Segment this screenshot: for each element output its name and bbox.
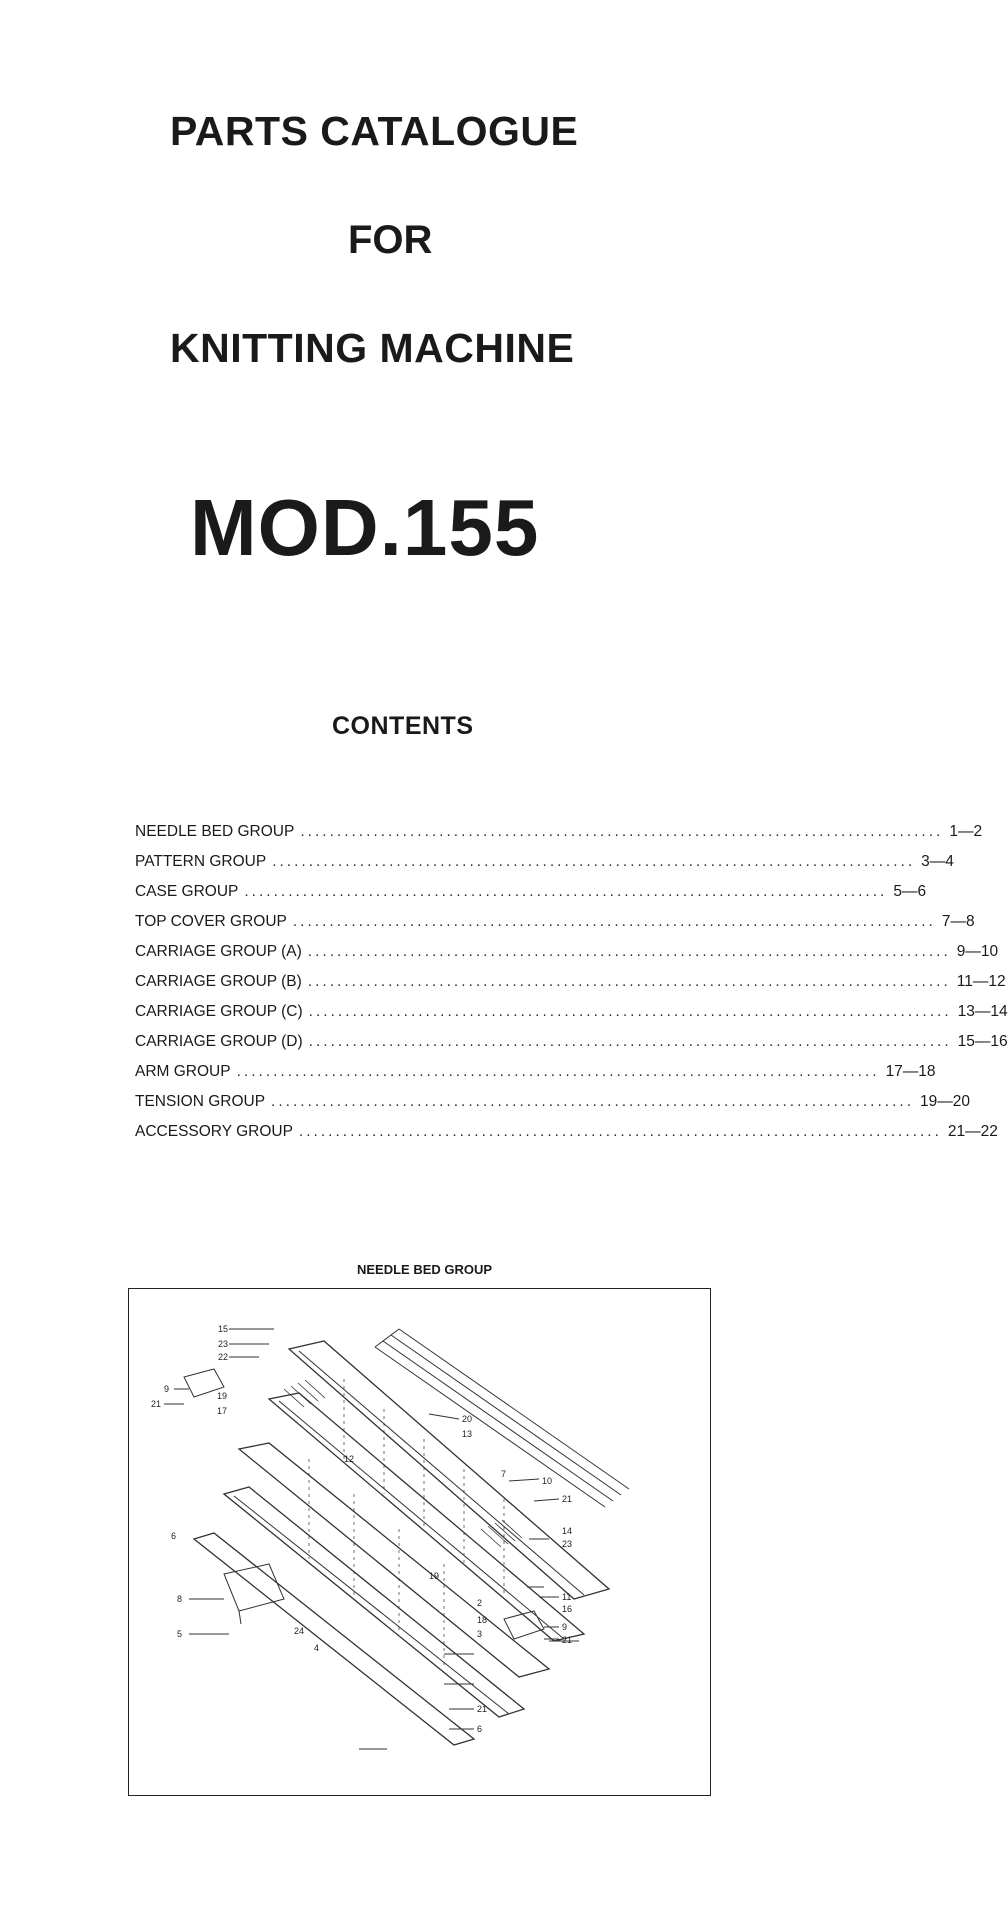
toc-item-pages: 3—4	[921, 853, 954, 870]
toc-leader: ........................................................................................	[244, 883, 888, 900]
toc-leader: ........................................................................................	[307, 973, 951, 990]
toc-leader: ........................................................................................	[307, 943, 951, 960]
callout-label: 4	[314, 1643, 320, 1653]
diagram-title: NEEDLE BED GROUP	[357, 1262, 493, 1277]
callout-label: 10	[542, 1476, 553, 1486]
toc-leader: ........................................................................................	[292, 913, 936, 930]
exploded-parts-diagram	[128, 1288, 711, 1796]
callout-label: 21	[151, 1399, 162, 1409]
contents-list	[135, 823, 1008, 1153]
callout-label: 21	[477, 1704, 488, 1714]
callout-label: 2	[477, 1598, 483, 1608]
toc-item-pages: 21—22	[947, 1123, 998, 1140]
toc-item	[135, 1063, 936, 1093]
toc-item	[135, 853, 954, 883]
callout-label: 19	[429, 1571, 440, 1581]
callout-label: 21	[562, 1635, 573, 1645]
callout-label: 24	[294, 1626, 305, 1636]
toc-item-name: CARRIAGE GROUP (B)	[135, 973, 302, 990]
callout-label: 11	[562, 1592, 572, 1602]
toc-item-name: CARRIAGE GROUP (D)	[135, 1033, 303, 1050]
toc-item	[135, 913, 975, 943]
callout-label: 6	[477, 1724, 483, 1734]
callout-label: 16	[562, 1604, 573, 1614]
toc-item-pages: 7—8	[941, 913, 975, 930]
toc-leader: ........................................................................................	[236, 1063, 880, 1080]
title-line-1: PARTS CATALOGUE	[170, 108, 579, 154]
toc-item-pages: 19—20	[920, 1093, 970, 1110]
toc-item	[135, 1003, 1008, 1033]
callout-label: 20	[462, 1414, 473, 1424]
callout-label: 23	[218, 1339, 229, 1349]
toc-item-name: NEEDLE BED GROUP	[135, 823, 295, 840]
callout-label: 23	[562, 1539, 573, 1549]
callout-label: 14	[562, 1526, 573, 1536]
callout-label: 15	[218, 1324, 229, 1334]
toc-item-name: ACCESSORY GROUP	[135, 1123, 293, 1140]
toc-item-pages: 17—18	[885, 1063, 936, 1080]
toc-leader: ........................................................................................	[298, 1123, 942, 1140]
model-number: MOD.155	[190, 483, 540, 572]
toc-leader: ........................................................................................	[272, 853, 916, 870]
toc-leader: ........................................................................................	[300, 823, 944, 840]
callout-label: 7	[501, 1469, 507, 1479]
toc-leader: ........................................................................................	[308, 1033, 952, 1050]
toc-item	[135, 1123, 998, 1153]
toc-item-pages: 13—14	[957, 1003, 1008, 1020]
callout-label: 19	[217, 1391, 228, 1401]
callout-label: 13	[462, 1429, 473, 1439]
toc-item-pages: 15—16	[957, 1033, 1008, 1050]
toc-item-pages: 5—6	[893, 883, 927, 900]
callout-label: 21	[562, 1494, 573, 1504]
toc-item	[135, 883, 927, 913]
toc-item-pages: 11—12	[956, 973, 1006, 990]
title-line-2: FOR	[348, 218, 433, 262]
callout-label: 17	[217, 1406, 228, 1416]
toc-item	[135, 973, 1006, 1003]
toc-item	[135, 943, 999, 973]
toc-item-name: CARRIAGE GROUP (A)	[135, 943, 302, 960]
callout-label: 6	[171, 1531, 177, 1541]
toc-leader: ........................................................................................	[271, 1093, 915, 1110]
title-line-3: KNITTING MACHINE	[170, 325, 575, 371]
toc-item-pages: 9—10	[956, 943, 999, 960]
toc-item	[135, 823, 983, 853]
toc-item-pages: 1—2	[949, 823, 983, 840]
toc-item	[135, 1093, 970, 1123]
toc-leader: ........................................................................................	[308, 1003, 952, 1020]
toc-item-name: ARM GROUP	[135, 1063, 231, 1080]
toc-item-name: TOP COVER GROUP	[135, 913, 287, 930]
callout-label: 12	[344, 1454, 355, 1464]
callout-label: 18	[477, 1615, 488, 1625]
toc-item-name: CARRIAGE GROUP (C)	[135, 1003, 303, 1020]
callout-label: 9	[562, 1622, 568, 1632]
callout-label: 3	[477, 1629, 483, 1639]
callout-label: 22	[218, 1352, 229, 1362]
callout-label: 9	[164, 1384, 170, 1394]
callout-label: 5	[177, 1629, 183, 1639]
contents-heading: CONTENTS	[332, 712, 474, 740]
callout-label: 8	[177, 1594, 183, 1604]
diagram-drawing	[129, 1289, 710, 1795]
toc-item	[135, 1033, 1008, 1063]
toc-item-name: PATTERN GROUP	[135, 853, 267, 870]
toc-item-name: CASE GROUP	[135, 883, 239, 900]
toc-item-name: TENSION GROUP	[135, 1093, 266, 1110]
